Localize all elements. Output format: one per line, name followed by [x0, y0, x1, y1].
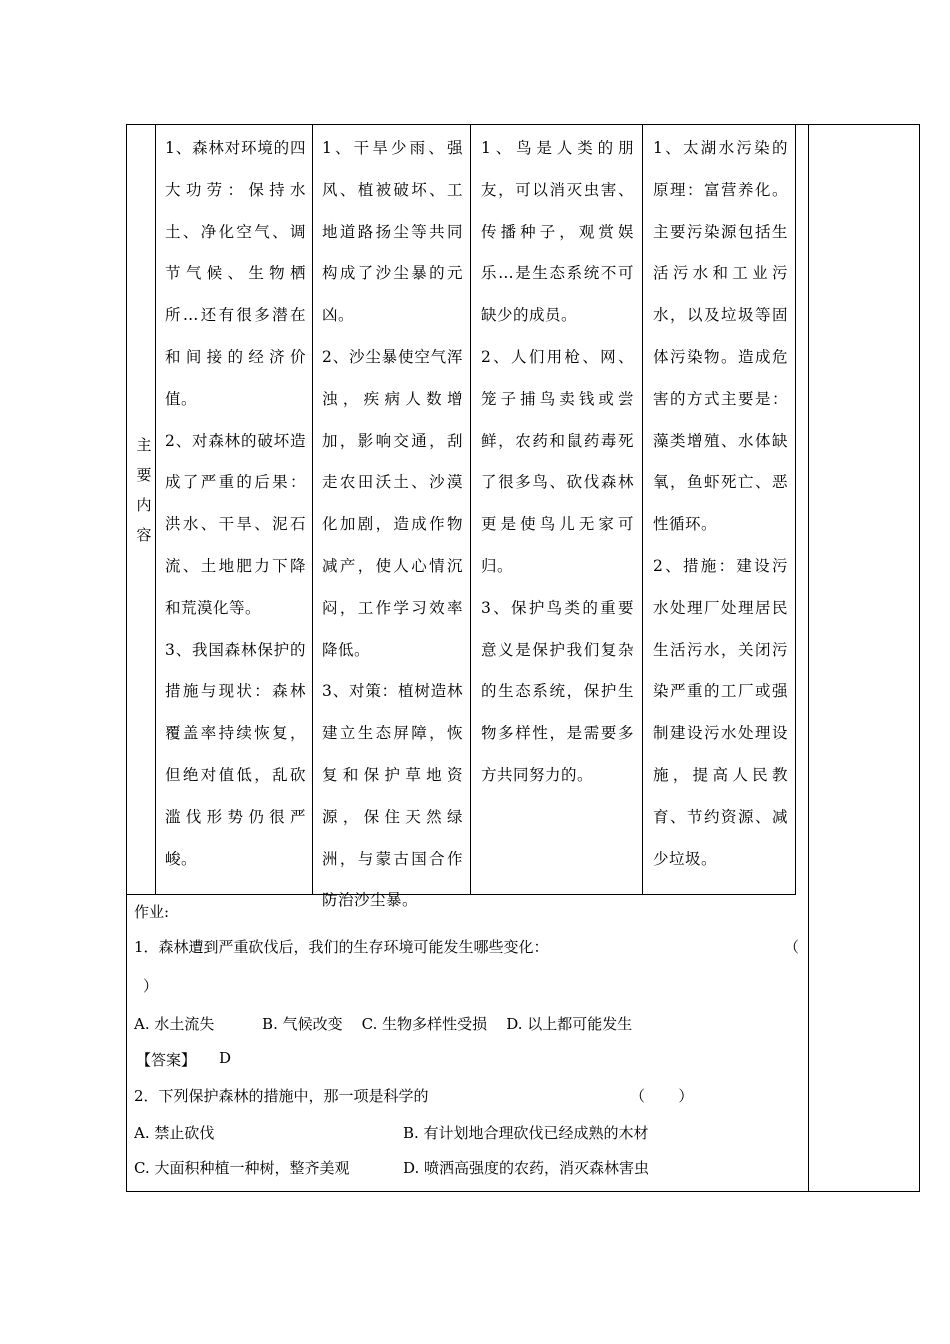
question-1-paren-close: ） [143, 977, 159, 995]
question-2-option-c: C. 大面积种植一种树，整齐美观 [134, 1159, 350, 1177]
question-2-option-b: B. 有计划地合理砍伐已经成熟的木材 [403, 1124, 649, 1142]
answer-value: D [219, 1049, 232, 1067]
row-label-char: 内 [136, 496, 152, 514]
table-right-divider [808, 124, 809, 1192]
paragraph: 1、鸟是人类的朋友，可以消灭虫害、传播种子，观赏娱乐…是生态系统不可缺少的成员。 [481, 139, 634, 325]
question-1-stem: 1．森林遭到严重砍伐后，我们的生存环境可能发生哪些变化： [134, 938, 549, 956]
row-label-char: 主 [136, 436, 152, 454]
paragraph: 1、太湖水污染的原理：富营养化。主要污染源包括生活污水和工业污水，以及垃圾等固体污染物。造成危害的方式主要是：藻类增殖、水体缺氧，鱼虾死亡、恶性循环。 [653, 139, 788, 534]
column-birds [481, 128, 634, 797]
row-label-char: 容 [136, 526, 152, 544]
question-2-option-a: A. 禁止砍伐 [134, 1124, 215, 1142]
row-label [133, 430, 155, 550]
paragraph: 2、人们用枪、网、笼子捕鸟卖钱或尝鲜，农药和鼠药毒死了很多鸟、砍伐森林更是使鸟儿无家可归。 [481, 347, 634, 575]
column-divider [312, 124, 313, 894]
paragraph: 3、对策：植树造林建立生态屏障，恢复和保护草地资源，保住天然绿洲，与蒙古国合作防治沙尘暴。 [322, 682, 463, 910]
column-divider [155, 124, 156, 894]
row-label-char: 要 [136, 466, 152, 484]
answer-label: 【答案】 [136, 1051, 197, 1069]
column-divider [470, 124, 471, 894]
question-1-options: A. 水土流失 B. 气候改变 C. 生物多样性受损 D. 以上都可能发生 [134, 1015, 633, 1033]
paragraph: 3、保护鸟类的重要意义是保护我们复杂的生态系统，保护生物多样性，是需要多方共同努力的。 [481, 598, 634, 784]
paragraph: 3、我国森林保护的措施与现状：森林覆盖率持续恢复，但绝对值低，乱砍滥伐形势仍很严峻。 [165, 640, 306, 868]
question-2-stem: 2．下列保护森林的措施中，那一项是科学的 [134, 1087, 429, 1105]
column-forest [165, 128, 306, 880]
column-divider [795, 124, 796, 894]
question-2-paren: （ ） [630, 1087, 694, 1105]
paragraph: 2、对森林的破坏造成了严重的后果：洪水、干旱、泥石流、土地肥力下降和荒漠化等。 [165, 431, 306, 617]
column-taihu [653, 128, 788, 880]
question-1-paren-open: （ [784, 938, 800, 956]
paragraph: 1、森林对环境的四大功劳：保持水土、净化空气、调节气候、生物栖所…还有很多潜在和间接的经济价值。 [165, 139, 306, 408]
paragraph: 1、干旱少雨、强风、植被破坏、工地道路扬尘等共同构成了沙尘暴的元凶。 [322, 139, 463, 325]
homework-title: 作业: [134, 903, 170, 921]
column-sandstorm [322, 128, 463, 922]
paragraph: 2、沙尘暴使空气浑浊，疾病人数增加，影响交通，刮走农田沃土、沙漠化加剧，造成作物减产，使人心情沉闷，工作学习效率降低。 [322, 347, 463, 659]
paragraph: 2、措施：建设污水处理厂处理居民生活污水，关闭污染严重的工厂或强制建设污水处理设施，提高人民教育、节约资源、减少垃圾。 [653, 556, 788, 868]
question-2-option-d: D. 喷洒高强度的农药，消灭森林害虫 [403, 1159, 650, 1177]
column-divider [642, 124, 643, 894]
